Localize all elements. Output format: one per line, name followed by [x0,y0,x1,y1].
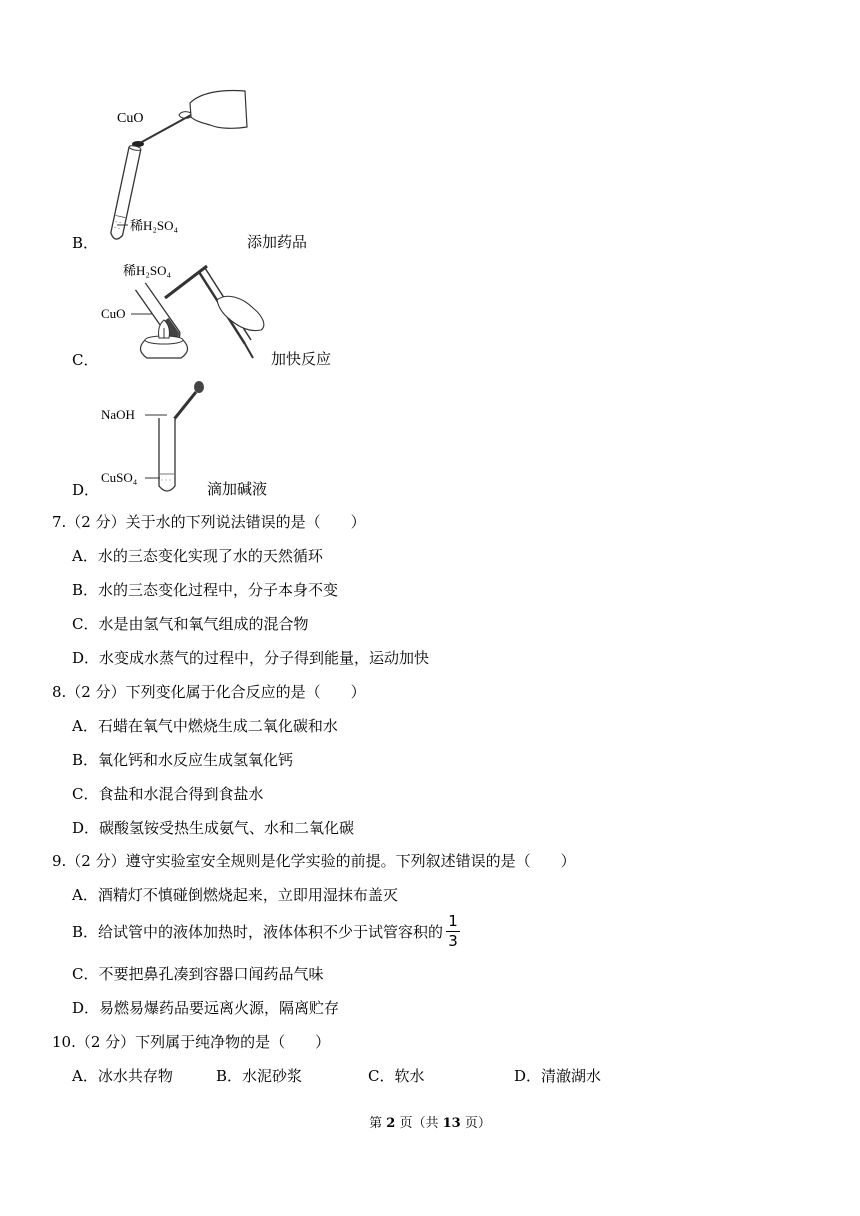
question-10-option-b: B．水泥砂浆 [216,1067,303,1085]
question-9-stem: 9.（2 分）遵守实验室安全规则是化学实验的前提。下列叙述错误的是（ ） [52,852,576,870]
question-9-option-c: C．不要把鼻孔凑到容器口闻药品气味 [72,965,324,983]
question-7-option-a: A．水的三态变化实现了水的天然循环 [72,547,323,565]
option-b-letter: B． [72,234,99,252]
question-8-option-d: D．碳酸氢铵受热生成氨气、水和二氧化碳 [72,819,355,837]
question-9-option-a: A．酒精灯不慎碰倒燃烧起来，立即用湿抹布盖灭 [72,886,398,904]
page-footer [0,1112,860,1131]
question-9-option-d: D．易燃易爆药品要远离火源，隔离贮存 [72,999,340,1017]
question-9-fraction [446,913,460,949]
fraction-denominator: 3 [448,932,458,950]
option-c-letter: C． [72,351,99,369]
question-7-option-d: D．水变成水蒸气的过程中，分子得到能量，运动加快 [72,649,430,667]
figure-c-acid-label: 稀H₂SO₄ [123,263,172,278]
question-7-option-c: C．水是由氢气和氧气组成的混合物 [72,615,309,633]
footer-total-pages: 13 [442,1116,461,1131]
option-d-letter: D． [72,481,100,499]
figure-c-heating [95,258,270,368]
question-8-stem: 8.（2 分）下列变化属于化合反应的是（ ） [52,683,366,701]
figure-d-naoh-label: NaOH [101,407,135,422]
question-7-option-b: B．水的三态变化过程中，分子本身不变 [72,581,339,599]
question-8-option-a: A．石蜡在氧气中燃烧生成二氧化碳和水 [72,717,338,735]
footer-middle: 页（共 [395,1116,443,1131]
figure-c-cuo-label: CuO [101,306,126,321]
question-7-stem: 7.（2 分）关于水的下列说法错误的是（ ） [52,513,366,531]
question-8-option-b: B．氧化钙和水反应生成氢氧化钙 [72,751,294,769]
figure-d-caption: 滴加碱液 [207,480,268,498]
question-10-option-c: C．软水 [368,1067,425,1085]
question-9-option-b: B．给试管中的液体加热时，液体体积不少于试管容积的 [72,923,444,941]
figure-b-add-reagent [95,85,255,250]
question-10-option-a: A．冰水共存物 [72,1067,173,1085]
question-10-stem: 10.（2 分）下列属于纯净物的是（ ） [52,1033,331,1051]
question-10-option-d: D．清澈湖水 [514,1067,602,1085]
footer-prefix: 第 [369,1116,387,1131]
figure-d-dropping-alkali [95,378,215,496]
question-8-option-c: C．食盐和水混合得到食盐水 [72,785,264,803]
figure-b-cuo-label: CuO [117,111,144,126]
footer-page-number: 2 [386,1116,396,1131]
footer-suffix: 页） [460,1116,491,1131]
figure-b-caption: 添加药品 [247,233,308,251]
fraction-numerator: 1 [448,912,458,930]
figure-c-caption: 加快反应 [271,350,332,368]
figure-d-cuso4-label: CuSO₄ [101,470,138,485]
figure-b-acid-label: 稀H₂SO₄ [130,218,179,233]
